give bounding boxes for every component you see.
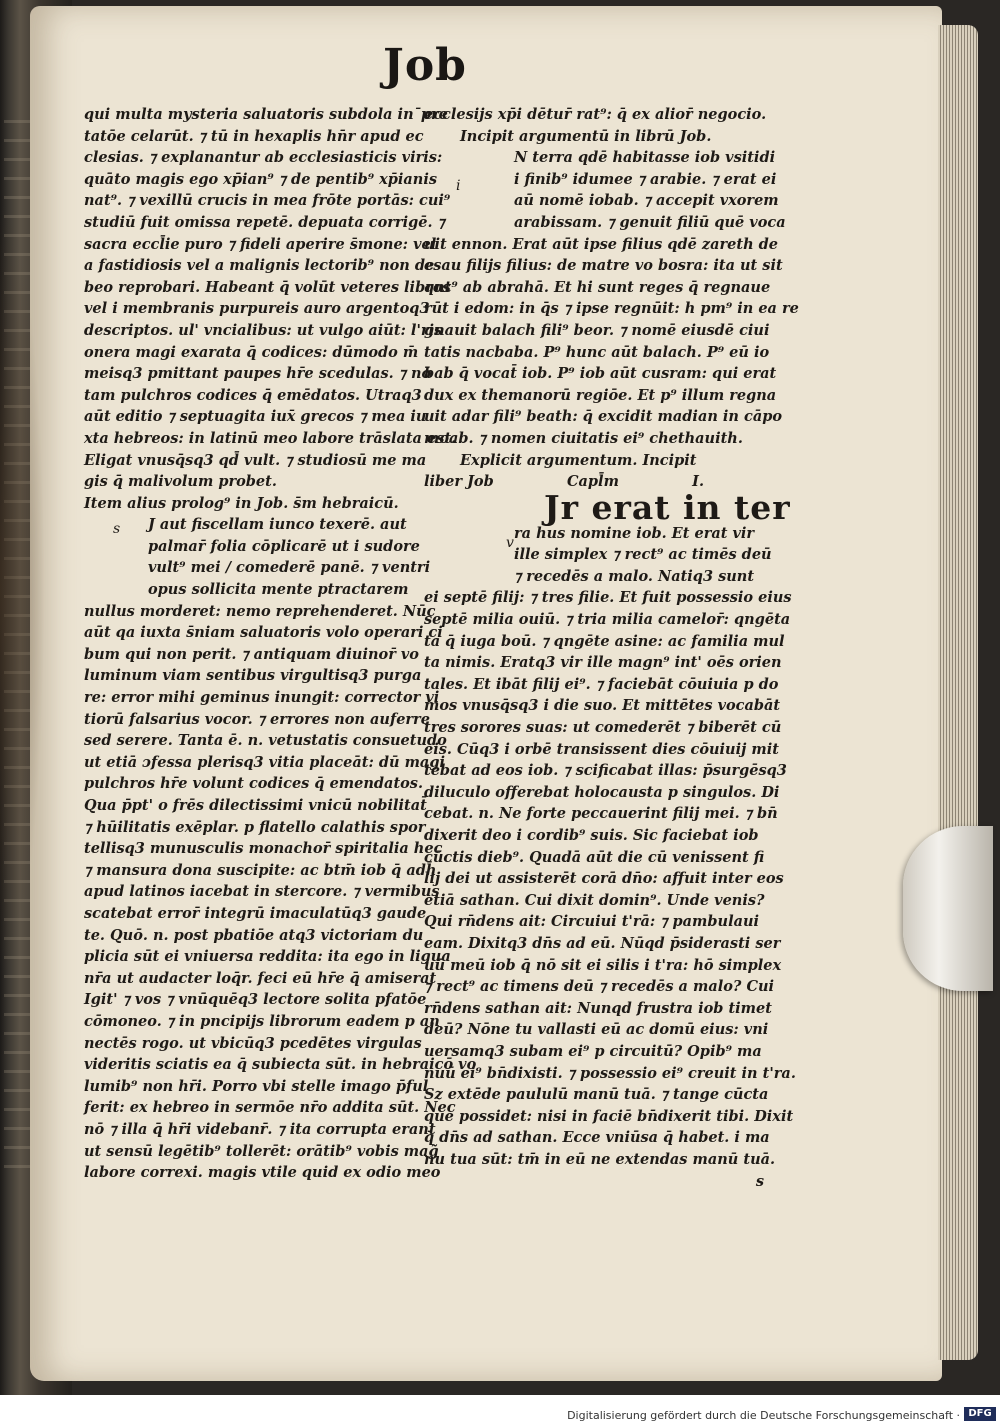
text-line: ⁊ hūilitatis exēplar. p flatello calathis spor <box>84 818 426 836</box>
text-line: ferit: ex hebreo in sermōe nr̄o addita sūt. Nec <box>84 1099 456 1117</box>
text-line: uū meū iob q̄ nō sit ei silis i t'ra: hō simplex <box>424 956 782 974</box>
text-line: deū? Nōne tu vallasti eū ac domū eius: vni <box>424 1021 769 1039</box>
text-line: que possidet: nisi in faciē bn̄dixerit tibi. Dixit <box>424 1107 794 1125</box>
text-line: q̄ dn̄s ad sathan. Ecce vniūsa q̄ habet. i ma <box>424 1129 770 1147</box>
text-line: dixerit deo i cordib⁹ suis. Sic faciebat iob <box>424 827 759 844</box>
footer <box>0 1395 1000 1425</box>
text-line: meisq3 pmittant paupes hr̄e scedulas. ⁊ nō <box>84 365 432 383</box>
text-line: aūt qa iuxta s̄niam saluatoris volo operari ci <box>84 624 443 642</box>
dfg-logo: DFG <box>964 1407 996 1421</box>
text-line: re: error mihi geminus inungit: corrector vi <box>84 689 440 707</box>
text-line: bum qui non perit. ⁊ antiquam diuinor̄ vo <box>84 645 419 663</box>
gutter-shadow <box>0 200 45 980</box>
text-line: gis q̄ malivolum probet. <box>84 473 277 491</box>
margin-letter-i: i <box>456 178 461 194</box>
text-line: nuū ei⁹ bn̄dixisti. ⁊ possessio ei⁹ creuit in t'ra. <box>424 1064 796 1082</box>
text-line: i finib⁹ idumee ⁊ arabie. ⁊ erat ei <box>514 170 777 188</box>
text-line: tellisq3 munusculis monachor̄ spiritalia hec <box>84 840 443 858</box>
text-line: ille simplex ⁊ rect⁹ ac timēs deū <box>514 546 772 564</box>
text-line: Sz extēde paululū manū tuā. ⁊ tange cūcta <box>424 1086 769 1104</box>
text-line: clesias. ⁊ explanantur ab ecclesiasticis viris: <box>84 149 443 167</box>
text-line: mos vnusq̄sq3 i die suo. Et mittētes vocabāt <box>424 697 781 715</box>
text-line: lij dei ut assisterēt corā dn̄o: affuit inter eos <box>424 870 784 888</box>
text-line: eam. Dixitq3 dn̄s ad eū. Nūqd p̄siderasti ser <box>424 934 781 952</box>
text-line: ut etiā ɔfessa plerisq3 vitia placeāt: dū magi <box>84 753 445 771</box>
text-line: ⁊ recedēs a malo. Natiq3 sunt <box>514 567 755 585</box>
text-line: Qui rn̄dens ait: Circuiui t'rā: ⁊ pambulaui <box>424 913 760 931</box>
right-column <box>424 104 799 1192</box>
text-line: uit adar fili⁹ beath: q̄ excidit madian in cāpo <box>424 408 783 426</box>
text-line: qnt⁹ ab abrahā. Et hi sunt reges q̄ regnaue <box>424 278 771 296</box>
text-line: nu tua sūt: tm̄ in eū ne extendas manū tuā. <box>424 1150 776 1168</box>
chapter-number: I. <box>692 473 704 491</box>
text-line: etiā sathan. Cui dixit domin⁹. Unde venis? <box>424 891 765 909</box>
text-line: arabissam. ⁊ genuit filiū quē voca <box>514 213 786 231</box>
text-line: onera magi exarata q̄ codices: dūmodo m̄ <box>84 343 419 361</box>
text-line: apud latinos iacebat in stercore. ⁊ vermibus <box>84 883 440 901</box>
text-line: tam pulchros codices q̄ emēdatos. Utraq3 <box>84 386 422 404</box>
text-line: eis. Cūq3 i orbē transissent dies cōuiuij mit <box>424 740 779 758</box>
text-line: dux ex themanorū regiōe. Et p⁹ illum regna <box>424 386 777 404</box>
signature-mark: s <box>755 1172 764 1190</box>
text-line: tatis nacbaba. P⁹ hunc aūt balach. P⁹ eū io <box>424 343 770 361</box>
text-line: nectēs rogo. ut vbicūq3 pcedētes virgulas <box>84 1034 422 1052</box>
text-line: tatōe celarūt. ⁊ tū in hexaplis hn̄r apud ec <box>84 127 424 145</box>
text-line: ⁊ rect⁹ ac timens deū ⁊ recedēs a malo? Cui <box>424 978 775 996</box>
text-line: ei septē filij: ⁊ tres filie. Et fuit possessio eius <box>424 589 792 607</box>
text-line: cūctis dieb⁹. Quadā aūt die cū venissent fi <box>424 848 765 866</box>
text-line: Qua p̄pt' o frēs dilectissimi vnicū nobilitat̄ <box>84 797 427 814</box>
text-line: descriptos. ul' vncialibus: ut vulgo aiūt: l'ris <box>84 321 443 339</box>
text-line: beo reprobari. Habeant q̄ volūt veteres libros <box>84 278 451 296</box>
text-line: ⁊ mansura dona suscipite: ac btm̄ iob q̄ adh̄ <box>84 861 437 879</box>
text-line: qui multa mysteria saluatoris subdola in¯pre <box>84 106 448 123</box>
text-line: N terra qdē habitasse iob vsitidi <box>514 149 776 167</box>
digitization-credit: Digitalisierung gefördert durch die Deutsche Forschungsgemeinschaft · <box>567 1409 960 1422</box>
text-line: studiū fuit omissa repetē. depuata corrigē. ⁊ <box>84 213 445 231</box>
text-line: rūt i edom: in q̄s ⁊ ipse regnūit: h pm⁹ in ea re <box>424 300 799 318</box>
text-line: ra hus nomine iob. Et erat vir <box>514 524 755 542</box>
text-line: tebat ad eos iob. ⁊ scificabat illas: p̄surgēsq3 <box>424 762 787 780</box>
text-line: sacra eccl̄ie puro ⁊ fideli aperire s̄mone: vel <box>84 235 437 253</box>
text-line: plicia sūt ei vniuersa reddita: ita ego in ligua <box>84 948 451 966</box>
page-clip <box>903 826 993 991</box>
text-line: cebat. n. Ne forte peccauerint filij mei. ⁊ bn̄ <box>424 805 778 823</box>
text-line: cōmoneo. ⁊ in pncipijs librorum eadem p an <box>84 1012 440 1030</box>
text-line: nr̄a ut audacter loq̄r. feci eū hr̄e q̄ amiserat <box>84 969 437 987</box>
text-line: aūt editio ⁊ septuagita iux̄ grecos ⁊ mea iu <box>84 408 427 426</box>
text-line: te. Quō. n. post pbatiōe atq3 victoriam du <box>84 926 424 944</box>
text-line: moab. ⁊ nomen ciuitatis ei⁹ chethauith. <box>424 429 743 447</box>
text-line: scatebat error̄ integrū imaculatūq3 gaude <box>84 904 427 922</box>
text-line: labore correxi. magis vtile quid ex odio meo <box>84 1164 441 1182</box>
text-line: esau filijs filius: de matre vo bosra: ita ut sit <box>424 257 783 275</box>
page-edges <box>938 25 978 1360</box>
text-line: tales. Et ibāt filij ei⁹. ⁊ faciebāt cōuiuia p do <box>424 675 779 693</box>
chapter-initial-line: Jr erat in ter <box>544 487 791 527</box>
text-line: ecclesijs xp̄i dētur̄ rat⁹: q̄ ex alior̄ negocio. <box>424 106 767 123</box>
text-line: vult⁹ mei / comederē panē. ⁊ ventri <box>148 559 431 577</box>
text-line: sed serere. Tanta ē. n. vetustatis consuetudo <box>84 732 447 750</box>
text-line: lumib⁹ non hr̄i. Porro vbi stelle imago p̄ful <box>84 1077 429 1095</box>
running-head: Job <box>383 40 467 91</box>
text-line: uit ennon. Erat aūt ipse filius qdē zareth de <box>424 235 779 253</box>
text-line: vel i membranis purpureis auro argentoq3 <box>84 300 430 318</box>
text-line: opus sollicita mente ptractarem <box>148 581 409 599</box>
text-line: ta q̄ iuga boū. ⁊ qngēte asine: ac familia mul <box>424 632 785 650</box>
text-line: aū nomē iobab. ⁊ accepit vxorem <box>514 192 779 210</box>
text-line: palmar̄ folia cōplicarē ut i sudore <box>148 537 420 555</box>
text-line: a fastidiosis vel a malignis lectorib⁹ non de <box>84 257 435 275</box>
text-line: luminum viam sentibus virgultisq3 purga <box>84 667 422 685</box>
text-line: nō ⁊ illa q̄ hr̄i videbanr̄. ⁊ ita corrupta erant <box>84 1120 436 1138</box>
text-line: rn̄dens sathan ait: Nunqd frustra iob timet <box>424 999 772 1017</box>
text-line: xta hebreos: in latinū meo labore trāslata est. <box>84 429 457 447</box>
chapter-label: Capl̄m <box>566 473 619 491</box>
text-line: Explicit argumentum. Incipit <box>460 451 697 469</box>
text-line: J aut fiscellam iunco texerē. aut <box>148 516 407 534</box>
text-line: videritis sciatis ea q̄ subiecta sūt. in hebraicō vo <box>84 1056 477 1074</box>
text-line: ut sensū legētib⁹ tollerēt: orātib⁹ vobis mag̃ <box>84 1142 439 1160</box>
text-line: uersamq3 subam ei⁹ p circuitū? Opib⁹ ma <box>424 1042 762 1060</box>
text-line: nat⁹. ⁊ vexillū crucis in mea frōte portās: cui⁹ <box>84 192 451 210</box>
text-line: nullus morderet: nemo reprehenderet. Nūc <box>84 602 436 620</box>
text-line: tres sorores suas: ut comederēt ⁊ biberēt cū <box>424 719 782 737</box>
text-line: Item alius prolog⁹ in Job. s̄m hebraicū. <box>84 494 399 512</box>
book-title: liber Job <box>424 473 494 491</box>
margin-letter-s: s <box>113 521 121 537</box>
text-line: ta nimis. Eratq3 vir ille magn⁹ int' oēs orien <box>424 654 782 672</box>
margin-letter-v: v <box>506 535 514 551</box>
text-line: quāto magis ego xp̄ian⁹ ⁊ de pentib⁹ xp̄ianis <box>84 170 438 188</box>
text-line: Incipit argumentū in librū Job. <box>460 127 712 145</box>
text-line: pulchros hr̄e volunt codices q̄ emendatos. <box>84 775 424 793</box>
text-line: septē milia ouiū. ⁊ tria milia camelor̄: qngēta <box>424 611 791 629</box>
text-line: gnauit balach fili⁹ beor. ⁊ nomē eiusdē ciui <box>424 321 770 339</box>
text-line: bab q̄ vocat̄ iob. P⁹ iob aūt cusram: qui erat <box>424 365 777 383</box>
text-line: tiorū falsarius vocor. ⁊ errores non auferre <box>84 710 430 728</box>
text-line: Igit' ⁊ vos ⁊ vnūquēq3 lectore solita pfatōe <box>84 991 427 1009</box>
text-line: diluculo offerebat holocausta p singulos. Di <box>424 783 780 801</box>
text-line: Eligat vnusq̄sq3 qd̄ vult. ⁊ studiosū me ma <box>84 451 427 469</box>
